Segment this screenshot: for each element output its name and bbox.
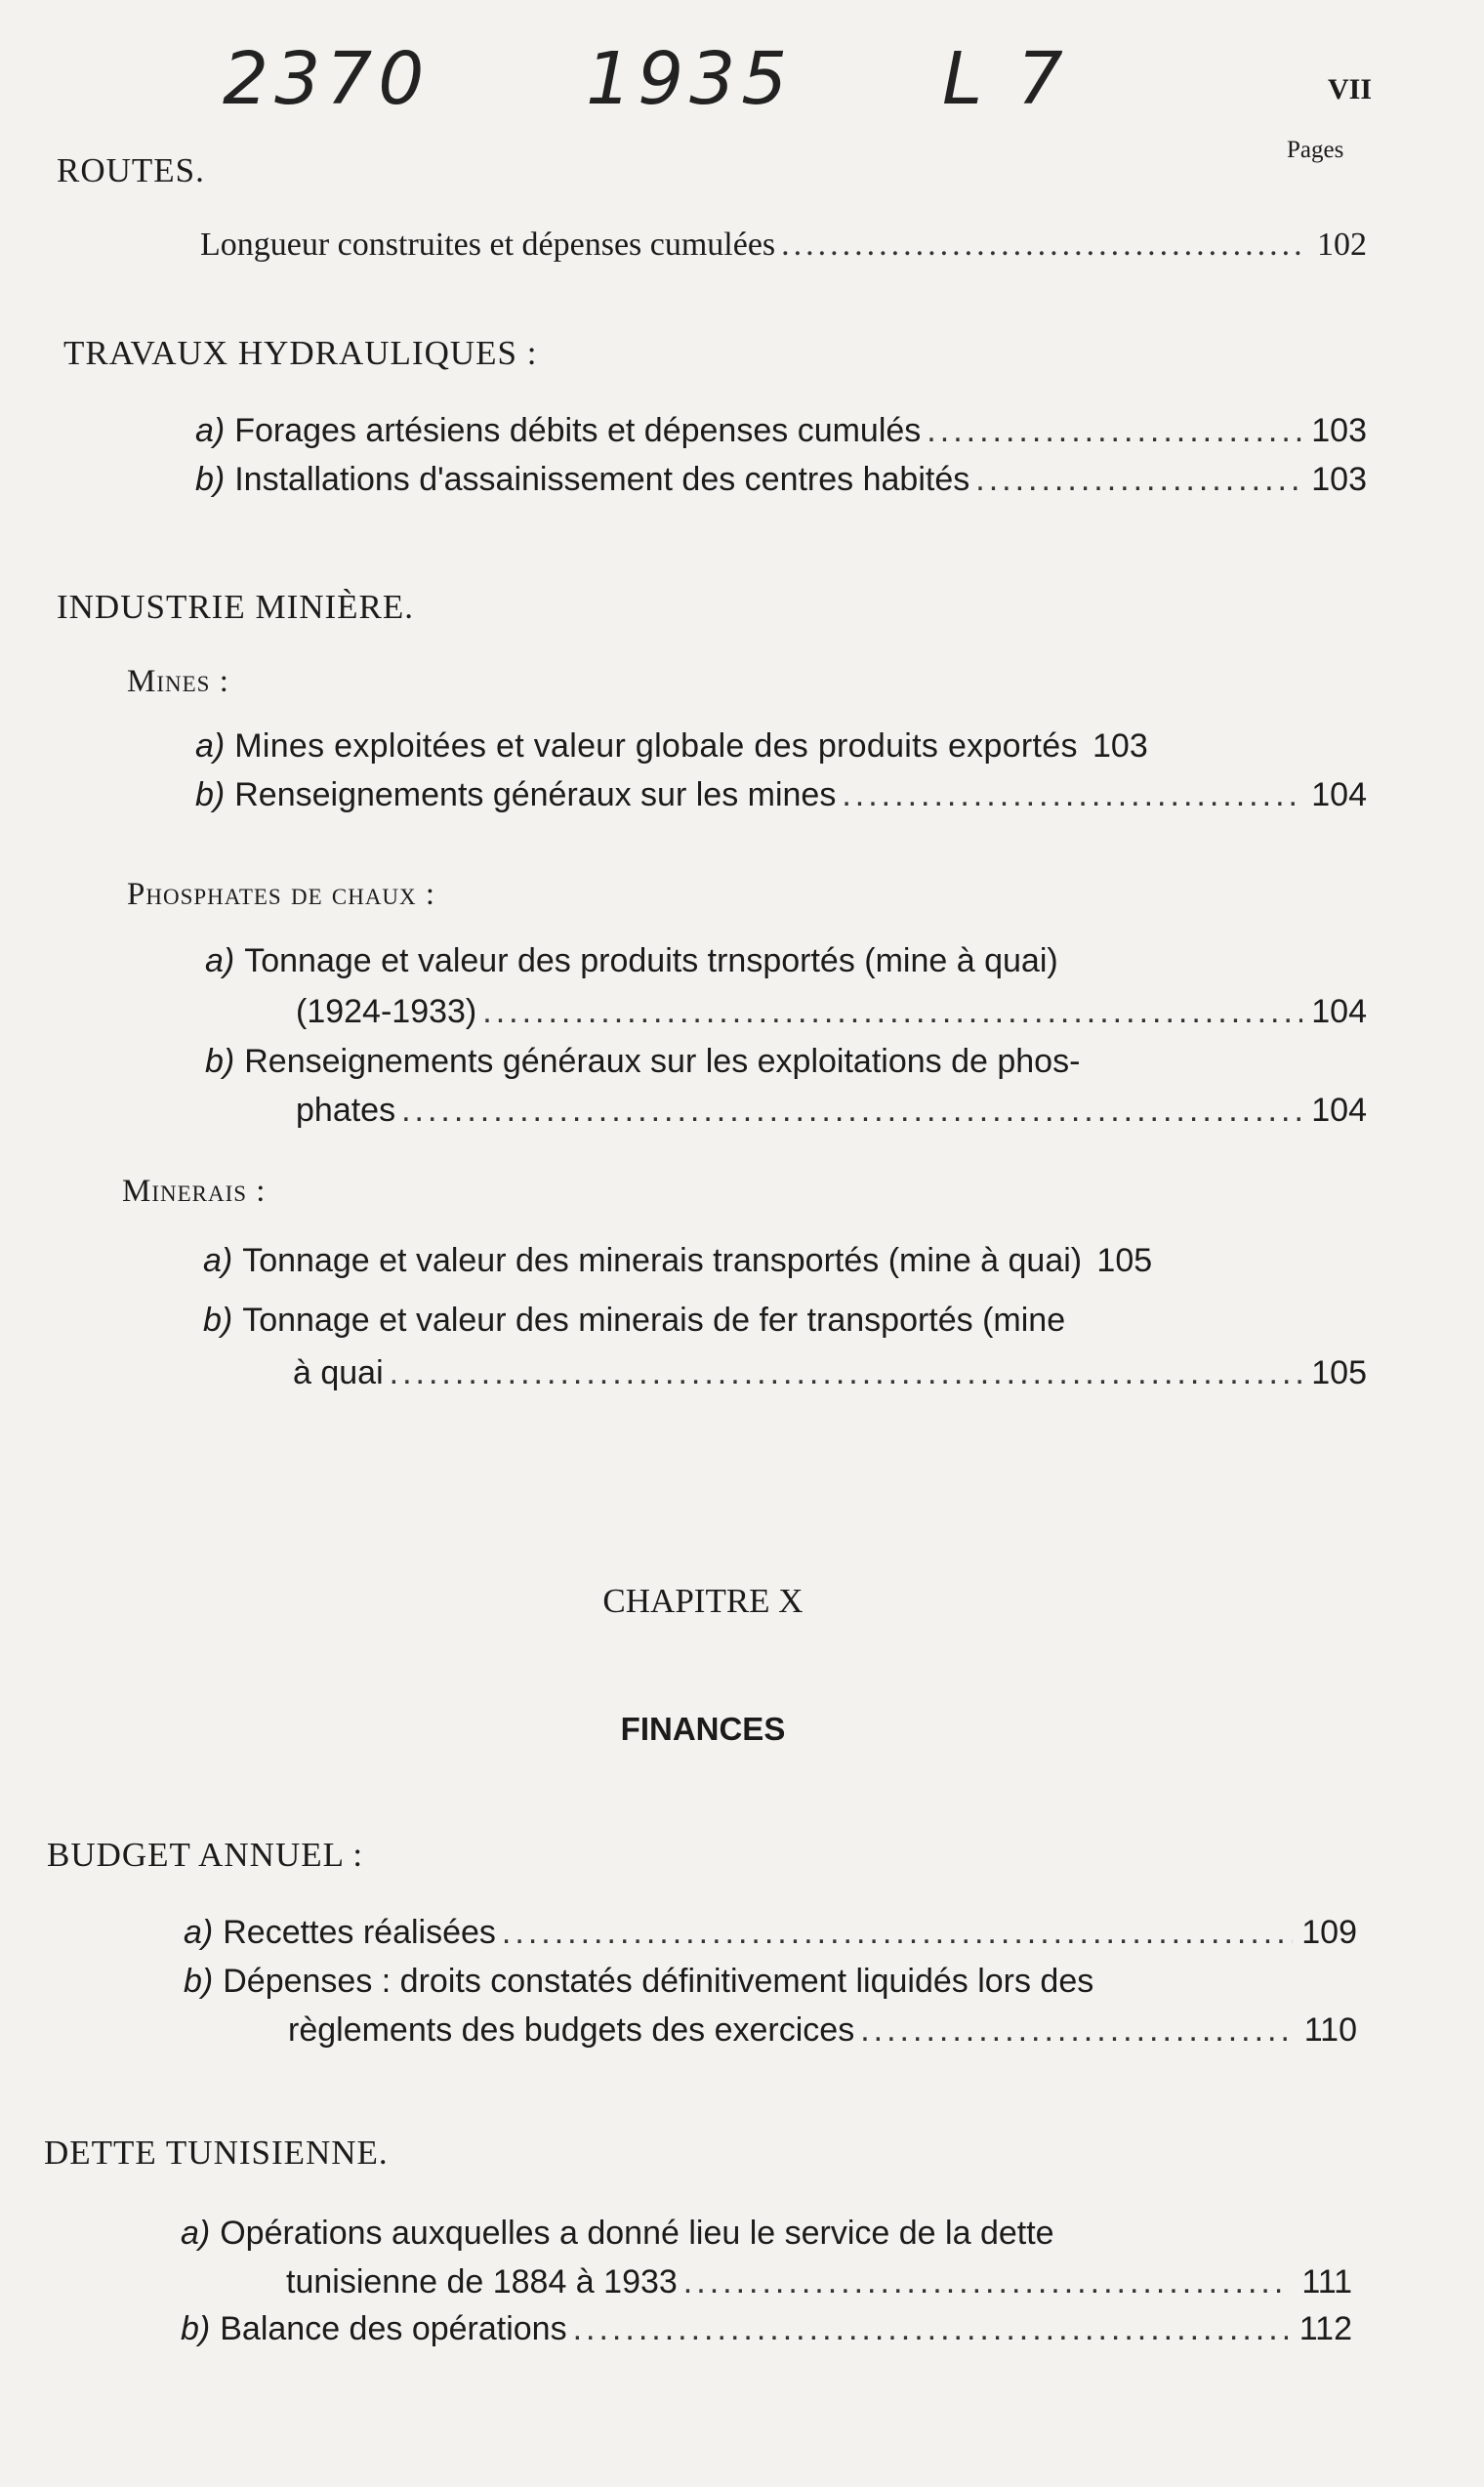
entry-text: phates xyxy=(296,1092,396,1129)
dot-leader xyxy=(975,461,1302,499)
toc-entry xyxy=(203,1302,1355,1340)
entry-text: Longueur construites et dépenses cumulées xyxy=(200,227,776,263)
entry-text: Renseignements généraux sur les exploitations de phos- xyxy=(244,1043,1081,1080)
chapter-title: FINANCES xyxy=(620,1711,786,1747)
toc-entry xyxy=(184,1963,1336,2001)
toc-entry-continuation xyxy=(286,2263,1352,2301)
handwritten-year: 1935 xyxy=(586,37,794,121)
toc-entry xyxy=(203,1242,1367,1280)
toc-entry xyxy=(200,227,1367,264)
entry-page: 103 xyxy=(1311,461,1367,498)
entry-text: règlements des budgets des exercices xyxy=(288,2011,855,2049)
entry-label: a) xyxy=(195,727,226,765)
section-title-industrie: INDUSTRIE MINIÈRE. xyxy=(57,588,415,626)
entry-label: a) xyxy=(181,2215,211,2252)
subsection-title-mines: Mines : xyxy=(127,664,229,699)
dot-leader xyxy=(842,776,1302,814)
section-title-routes: ROUTES. xyxy=(57,151,205,189)
entry-label: b) xyxy=(205,1043,235,1080)
toc-entry xyxy=(195,412,1367,450)
toc-entry-continuation xyxy=(288,2011,1357,2050)
toc-entry xyxy=(181,2310,1352,2348)
section-title-travaux: TRAVAUX HYDRAULIQUES : xyxy=(63,334,538,372)
entry-page: 111 xyxy=(1301,2263,1352,2300)
entry-page: 105 xyxy=(1311,1354,1367,1391)
entry-page: 105 xyxy=(1096,1242,1153,1279)
entry-text: Tonnage et valeur des minerais transportés (mine à quai) xyxy=(242,1242,1083,1279)
subsection-title-phosphates: Phosphates de chaux : xyxy=(127,877,436,912)
entry-page: 109 xyxy=(1301,1914,1357,1951)
toc-entry xyxy=(184,1914,1357,1952)
dot-leader xyxy=(390,1354,1302,1392)
entry-page: 103 xyxy=(1092,727,1148,765)
dot-leader xyxy=(573,2310,1288,2348)
entry-label: b) xyxy=(203,1302,233,1339)
toc-entry xyxy=(195,727,1367,766)
entry-label: b) xyxy=(195,776,226,813)
dot-leader xyxy=(401,1092,1302,1130)
entry-text: Dépenses : droits constatés définitivement liquidés lors des xyxy=(223,1963,1094,2000)
dot-leader xyxy=(860,2011,1293,2050)
entry-page: 112 xyxy=(1298,2310,1352,2347)
chapter-number: CHAPITRE X xyxy=(602,1582,804,1620)
subsection-title-minerais: Minerais : xyxy=(122,1174,267,1209)
toc-entry xyxy=(205,1043,1357,1081)
toc-entry-continuation xyxy=(296,1092,1367,1130)
toc-entry-continuation xyxy=(293,1354,1367,1392)
entry-text: Forages artésiens débits et dépenses cumulés xyxy=(234,412,922,449)
page-number: VII xyxy=(1328,73,1373,105)
handwritten-code: L 7 xyxy=(942,37,1069,121)
entry-page: 104 xyxy=(1311,993,1367,1030)
section-title-dette: DETTE TUNISIENNE. xyxy=(44,2134,389,2172)
entry-label: a) xyxy=(205,942,235,979)
entry-text: Tonnage et valeur des minerais de fer transportés (mine xyxy=(242,1302,1066,1339)
dot-leader xyxy=(781,227,1302,264)
dot-leader xyxy=(683,2263,1288,2301)
handwritten-number-1: 2370 xyxy=(223,37,431,121)
entry-label: a) xyxy=(195,412,226,449)
pages-column-label: Pages xyxy=(1287,137,1344,163)
entry-page: 102 xyxy=(1317,227,1367,263)
entry-text: (1924-1933) xyxy=(296,993,477,1030)
entry-text: tunisienne de 1884 à 1933 xyxy=(286,2263,678,2300)
entry-page: 103 xyxy=(1311,412,1367,449)
dot-leader xyxy=(927,412,1302,450)
entry-text: Renseignements généraux sur les mines xyxy=(234,776,837,813)
section-title-budget: BUDGET ANNUEL : xyxy=(47,1836,364,1874)
entry-label: a) xyxy=(184,1914,214,1951)
entry-label: b) xyxy=(195,461,226,498)
entry-page: 110 xyxy=(1303,2011,1357,2049)
entry-label: a) xyxy=(203,1242,233,1279)
dot-leader xyxy=(482,993,1302,1031)
entry-text: à quai xyxy=(293,1354,384,1391)
entry-label: b) xyxy=(181,2310,211,2347)
toc-entry xyxy=(195,461,1367,499)
entry-text: Tonnage et valeur des produits trnsportés (mine à quai) xyxy=(244,942,1058,979)
entry-text: Opérations auxquelles a donné lieu le service de la dette xyxy=(220,2215,1054,2252)
toc-entry xyxy=(195,776,1367,814)
entry-page: 104 xyxy=(1311,1092,1367,1129)
entry-text: Mines exploitées et valeur globale des produits exportés xyxy=(234,727,1078,765)
toc-entry xyxy=(181,2215,1333,2253)
entry-page: 104 xyxy=(1311,776,1367,813)
entry-text: Recettes réalisées xyxy=(223,1914,496,1951)
entry-label: b) xyxy=(184,1963,214,2000)
toc-entry xyxy=(205,942,1357,980)
toc-entry-continuation xyxy=(296,993,1367,1031)
entry-text: Installations d'assainissement des centres habités xyxy=(234,461,970,498)
entry-text: Balance des opérations xyxy=(220,2310,567,2347)
dot-leader xyxy=(502,1914,1293,1952)
